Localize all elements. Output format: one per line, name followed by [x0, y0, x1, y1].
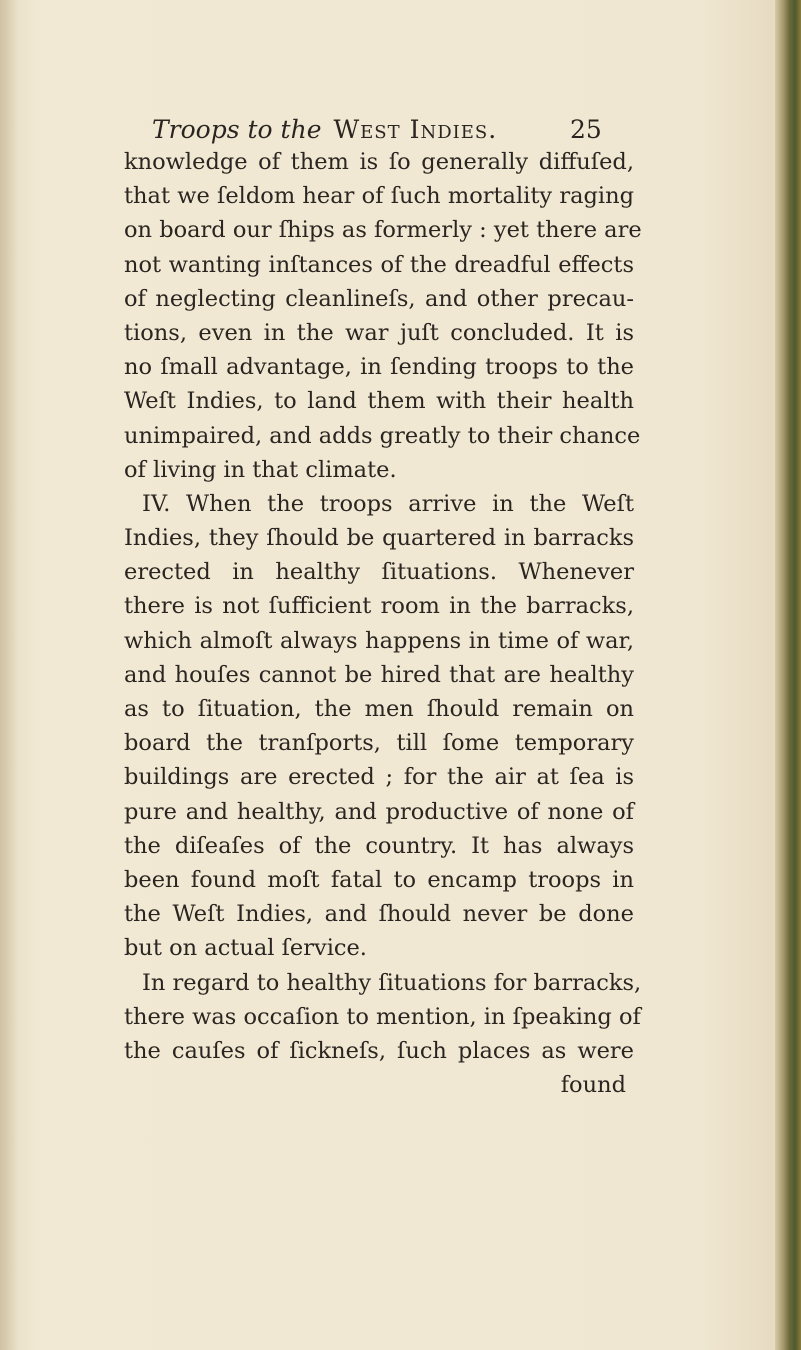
text-line: erected in healthy ſituations. Whenever — [124, 559, 634, 586]
running-head — [152, 110, 632, 150]
text-line: the cauſes of ſickneſs, ſuch places as were — [124, 1037, 634, 1064]
text-line: there was occaſion to mention, in ſpeaking of — [124, 1003, 641, 1030]
text-line: of neglecting cleanlineſs, and other precau- — [124, 285, 634, 312]
running-head-caps: West Indies. — [333, 115, 498, 144]
paragraph-start-line: IV. When the troops arrive in the Weſt — [142, 490, 634, 517]
text-line: unimpaired, and adds greatly to their chance — [124, 422, 641, 449]
text-line: pure and healthy, and productive of none of — [124, 798, 634, 825]
text-line: the diſeaſes of the country. It has always — [124, 832, 634, 859]
text-line: knowledge of them is ſo generally diffuſed, — [124, 149, 634, 175]
text-line: on board our ſhips as formerly : yet there are — [124, 217, 642, 244]
text-line: board the tranſports, till ſome temporary — [124, 730, 634, 757]
text-line: as to ſituation, the men ſhould remain on — [124, 696, 634, 722]
text-line: been found moſt fatal to encamp troops in — [124, 866, 634, 893]
text-line: no ſmall advantage, in ſending troops to the — [124, 354, 634, 381]
text-line: but on actual ſervice. — [124, 935, 367, 962]
text-line: and houſes cannot be hired that are healthy — [124, 661, 634, 688]
catchword: found — [560, 1072, 626, 1099]
text-line: there is not ſufficient room in the barracks, — [124, 593, 634, 620]
body-text — [124, 145, 642, 1102]
text-line: the Weſt Indies, and ſhould never be done — [124, 901, 634, 928]
text-line: buildings are erected ; for the air at ſea is — [124, 764, 634, 791]
paragraph-start-line: In regard to healthy ſituations for barracks, — [142, 969, 642, 996]
running-head-italic: Troops to the — [152, 115, 322, 144]
text-line: of living in that climate. — [124, 456, 397, 483]
text-line: tions, even in the war juſt concluded. It is — [124, 319, 634, 346]
text-line: which almoſt always happens in time of war, — [124, 627, 634, 654]
text-line: that we ſeldom hear of ſuch mortality raging — [124, 183, 634, 210]
text-line: Weſt Indies, to land them with their health — [124, 388, 634, 415]
gutter-shadow — [0, 0, 18, 1350]
page-edge — [775, 0, 801, 1350]
text-line: Indies, they ſhould be quartered in barracks — [124, 525, 634, 552]
text-line: not wanting inſtances of the dreadful effects — [124, 251, 634, 278]
page-number: 25 — [570, 115, 602, 144]
